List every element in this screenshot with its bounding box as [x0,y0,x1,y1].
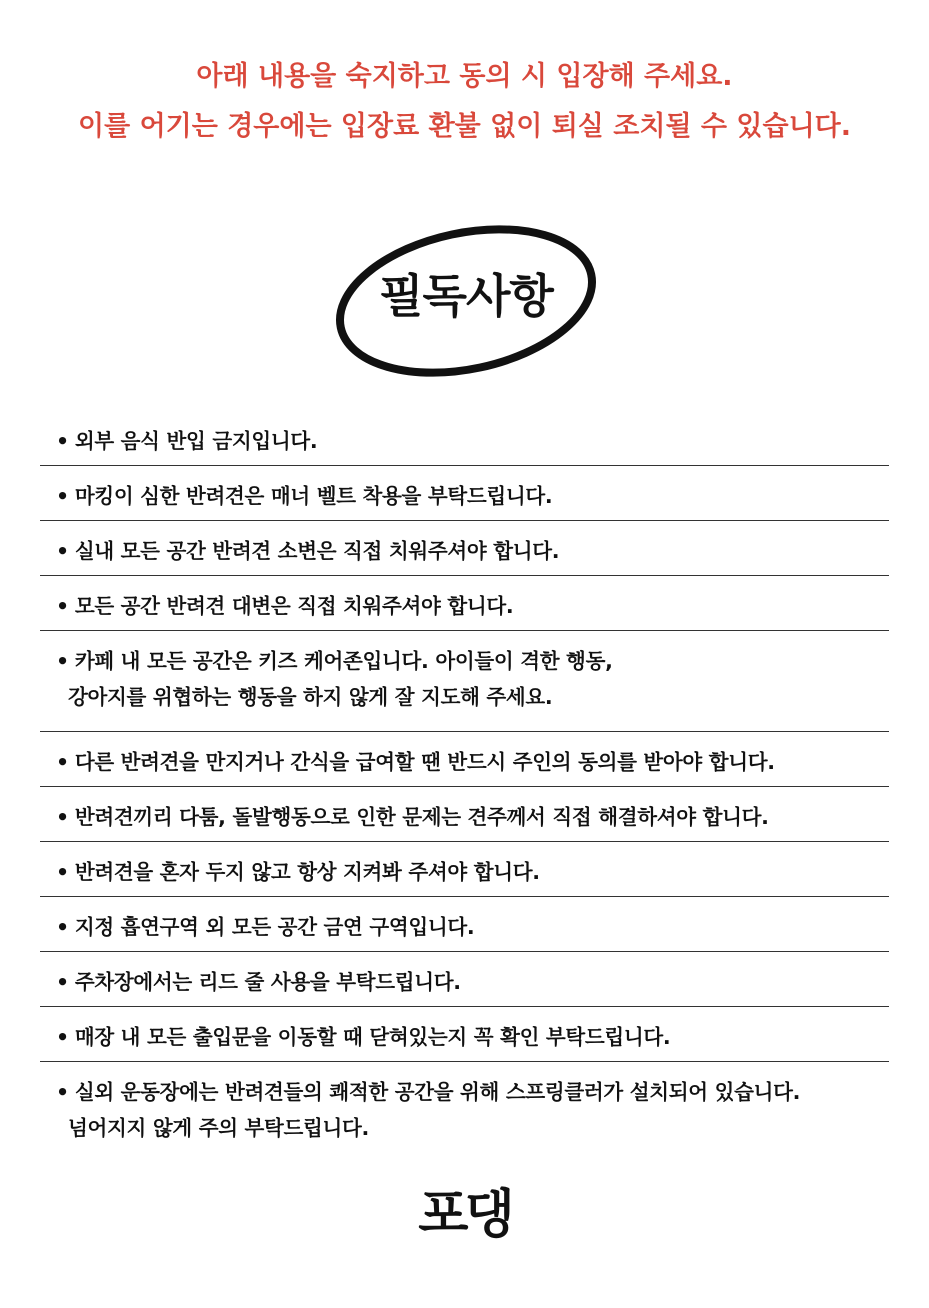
rule-text-content: 외부 음식 반입 금지입니다. [74,429,318,453]
rule-text-content: 넘어지지 않게 주의 부탁드립니다. [68,1116,370,1140]
rule-item [40,1007,889,1062]
page-title: 필독사항 [379,269,553,323]
title-badge [330,205,602,398]
rule-item [40,411,889,466]
rule-text-content: 실내 모든 공간 반려견 소변은 직접 치워주셔야 합니다. [74,539,560,563]
rule-text-content: 지정 흡연구역 외 모든 공간 금연 구역입니다. [74,915,475,939]
bullet-icon: • [56,915,69,939]
bullet-icon: • [56,1025,69,1049]
rule-text-content: 주차장에서는 리드 줄 사용을 부탁드립니다. [74,970,461,994]
rule-item [40,1062,889,1152]
rule-item [40,466,889,521]
notice-line-1: 아래 내용을 숙지하고 동의 시 입장해 주세요. [196,61,733,92]
rule-text [56,964,889,1000]
rule-text [56,909,889,945]
bullet-icon: • [56,970,69,994]
rule-text [56,478,889,514]
rule-item [40,576,889,631]
rule-text [56,533,889,569]
rule-text-content: 실외 운동장에는 반려견들의 쾌적한 공간을 위해 스프링클러가 설치되어 있습니다. [74,1080,801,1104]
bullet-icon: • [56,649,69,673]
rule-text-continuation [56,679,889,715]
rule-text [56,799,889,835]
rule-text-content: 다른 반려견을 만지거나 간식을 급여할 땐 반드시 주인의 동의를 받아야 합니다. [74,750,775,774]
rule-text-content: 매장 내 모든 출입문을 이동할 때 닫혀있는지 꼭 확인 부탁드립니다. [74,1025,671,1049]
bullet-icon: • [56,484,69,508]
bullet-icon: • [56,429,69,453]
rule-item [40,952,889,1007]
notice-line-2: 이를 어기는 경우에는 입장료 환불 없이 퇴실 조치될 수 있습니다. [78,111,851,142]
rule-text-content: 마킹이 심한 반려견은 매너 벨트 착용을 부탁드립니다. [74,484,553,508]
bullet-icon: • [56,539,69,563]
bullet-icon: • [56,594,69,618]
rule-item [40,787,889,842]
rule-text-content: 카페 내 모든 공간은 키즈 케어존입니다. 아이들이 격한 행동, [74,649,613,673]
bullet-icon: • [56,750,69,774]
rule-text-content: 반려견을 혼자 두지 않고 항상 지켜봐 주셔야 합니다. [74,860,540,884]
rule-item [40,732,889,787]
rules-list [40,411,889,1152]
rule-text [56,854,889,890]
bullet-icon: • [56,1080,69,1104]
rule-text [56,588,889,624]
rule-item [40,521,889,576]
rule-text [56,423,889,459]
rule-item [40,897,889,952]
bullet-icon: • [56,860,69,884]
rule-text [56,744,889,780]
rule-text-content: 강아지를 위협하는 행동을 하지 않게 잘 지도해 주세요. [68,685,553,709]
bullet-icon: • [56,805,69,829]
rule-text [56,1074,889,1110]
rule-item [40,842,889,897]
rule-text [56,1019,889,1055]
rule-text [56,643,889,679]
rule-text-continuation [56,1110,889,1146]
rule-text-content: 반려견끼리 다툼, 돌발행동으로 인한 문제는 견주께서 직접 해결하셔야 합니다. [74,805,769,829]
rule-text-content: 모든 공간 반려견 대변은 직접 치워주셔야 합니다. [74,594,514,618]
brand-logo: 포댕 [418,1185,511,1245]
rule-item [40,631,889,732]
